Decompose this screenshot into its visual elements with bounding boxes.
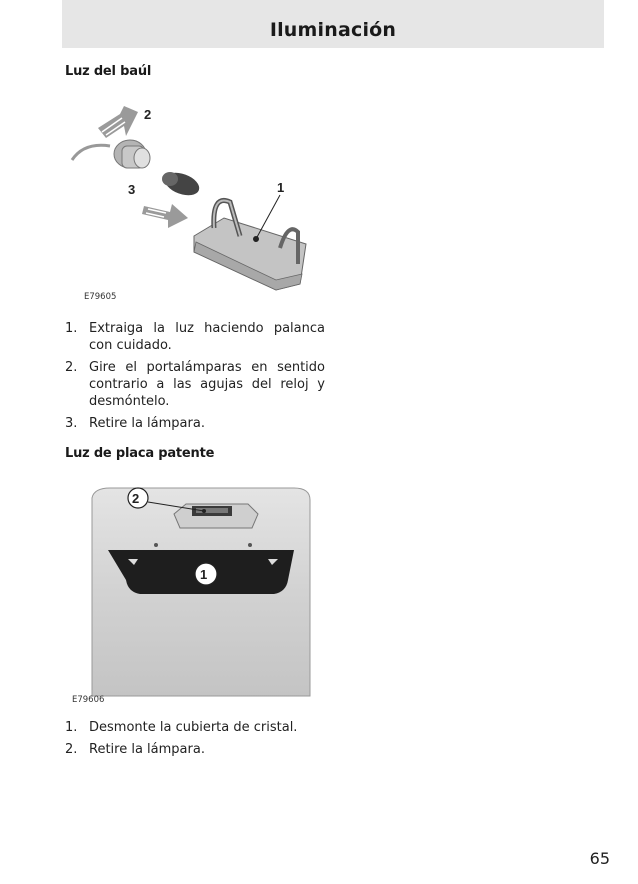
plate-light-illustration bbox=[62, 484, 318, 706]
plate-light-steps bbox=[65, 719, 325, 763]
list-item: 2. Gire el portalámparas en sentido contrario a las agujas del reloj y desmóntelo. bbox=[65, 360, 325, 409]
list-item: 1. Extraiga la luz haciendo palanca con cuidado. bbox=[65, 321, 325, 353]
callout-number: 1 bbox=[277, 180, 285, 195]
list-item: 1. Desmonte la cubierta de cristal. bbox=[65, 720, 298, 735]
callout-number: 2 bbox=[144, 107, 152, 122]
page-number: 65 bbox=[589, 849, 610, 868]
wire-shape bbox=[72, 145, 110, 160]
figure-plate-light bbox=[62, 484, 318, 706]
list-item: 2. Retire la lámpara. bbox=[65, 742, 205, 757]
section-title-plate-light: Luz de placa patente bbox=[65, 446, 215, 461]
trunk-light-illustration bbox=[62, 88, 332, 310]
figure-code: E79605 bbox=[84, 292, 117, 302]
trunk-light-steps bbox=[65, 320, 325, 437]
callout-number: 3 bbox=[128, 182, 136, 197]
bulb-holder-shape bbox=[114, 140, 150, 168]
arrow-3-icon bbox=[142, 204, 188, 228]
arrow-2-icon bbox=[98, 106, 138, 138]
callout-number: 1 bbox=[200, 567, 208, 582]
lamp-housing-shape bbox=[194, 200, 306, 290]
lamp-recess-shape bbox=[174, 504, 258, 528]
section-title-trunk-light: Luz del baúl bbox=[65, 64, 152, 79]
lamp-bulb-shape bbox=[162, 168, 203, 199]
figure-trunk-light bbox=[62, 88, 332, 310]
callout-number: 2 bbox=[132, 491, 140, 506]
figure-code: E79606 bbox=[72, 695, 105, 705]
list-item: 3. Retire la lámpara. bbox=[65, 416, 205, 431]
page-title: Iluminación bbox=[269, 19, 397, 41]
header-bar bbox=[62, 0, 604, 48]
